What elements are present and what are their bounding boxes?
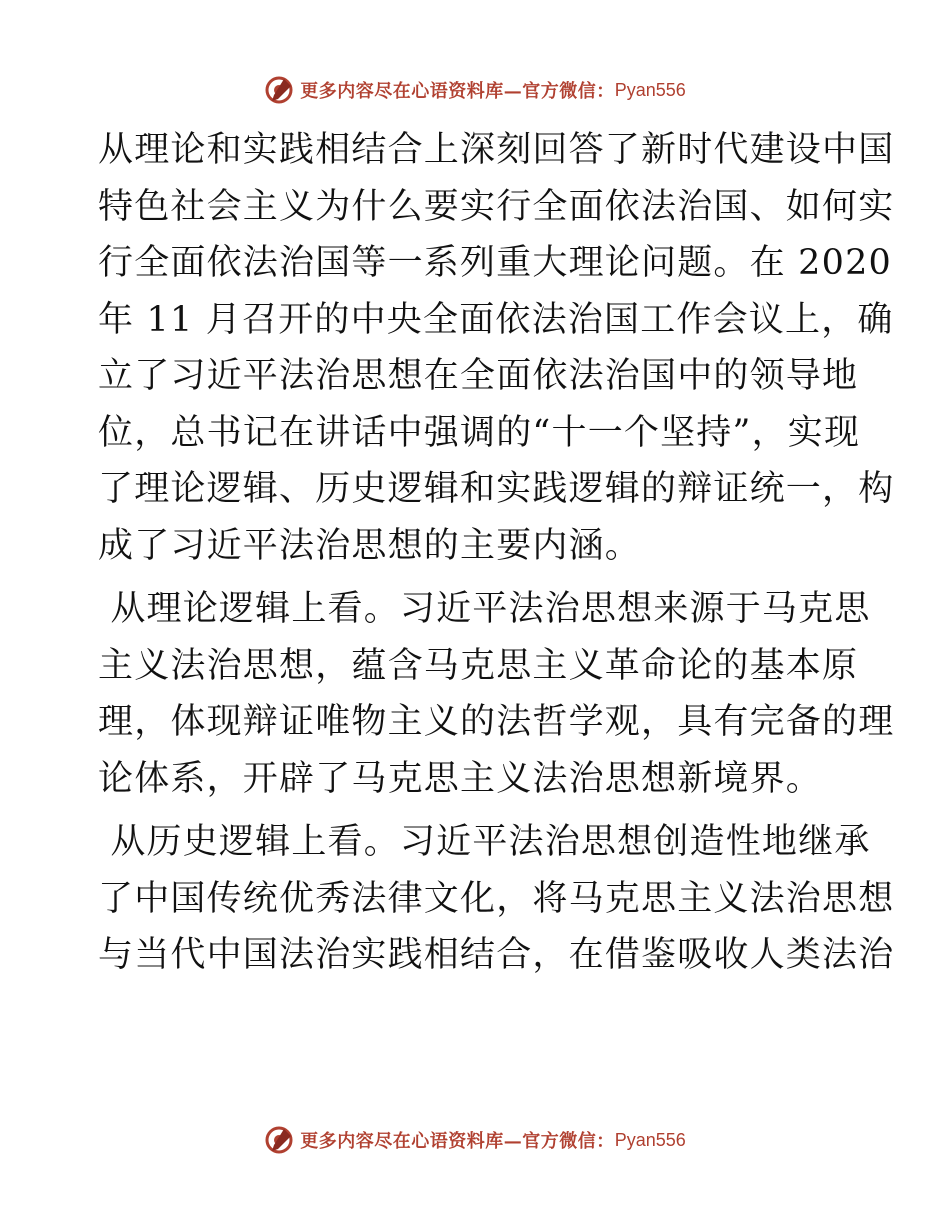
text-line: 特色社会主义为什么要实行全面依法治国、如何实	[98, 186, 895, 227]
header-banner	[0, 70, 950, 110]
text-line: 从理论逻辑上看。习近平法治思想来源于马克思	[98, 589, 871, 629]
paragraph-3	[98, 814, 895, 984]
text-line: 主义法治思想，蕴含马克思主义革命论的基本原	[98, 645, 859, 686]
document-body	[98, 122, 895, 984]
text-line: 从理论和实践相结合上深刻回答了新时代建设中国	[98, 130, 895, 170]
footer-banner-text: 更多内容尽在心语资料库—官方微信：	[300, 1131, 615, 1152]
text-line: 了中国传统优秀法律文化，将马克思主义法治思想	[98, 878, 895, 919]
text-line: 立了习近平法治思想在全面依法治国中的领导地	[98, 356, 859, 396]
footer-wechat-id: Pyan556	[614, 1129, 686, 1150]
text-line: 了理论逻辑、历史逻辑和实践逻辑的辩证统一，构	[98, 469, 895, 509]
logo-icon	[264, 75, 294, 105]
paragraph-1	[98, 122, 895, 574]
text-line: 行全面依法治国等一系列重大理论问题。在 2020	[98, 243, 892, 283]
footer-banner	[0, 1120, 950, 1160]
text-line: 理，体现辩证唯物主义的法哲学观，具有完备的理	[98, 702, 895, 742]
text-line: 成了习近平法治思想的主要内涵。	[98, 525, 642, 566]
header-wechat-id: Pyan556	[614, 79, 686, 100]
text-line: 从历史逻辑上看。习近平法治思想创造性地继承	[98, 822, 871, 862]
paragraph-2	[98, 581, 895, 807]
text-line: 位，总书记在讲话中强调的“十一个坚持”，实现	[98, 412, 861, 453]
text-line: 论体系，开辟了马克思主义法治思想新境界。	[98, 758, 823, 799]
logo-icon	[264, 1125, 294, 1155]
text-line: 与当代中国法治实践相结合，在借鉴吸收人类法治	[98, 935, 895, 975]
header-banner-text: 更多内容尽在心语资料库—官方微信：	[300, 81, 615, 102]
text-line: 年 11 月召开的中央全面依法治国工作会议上，确	[98, 299, 894, 340]
